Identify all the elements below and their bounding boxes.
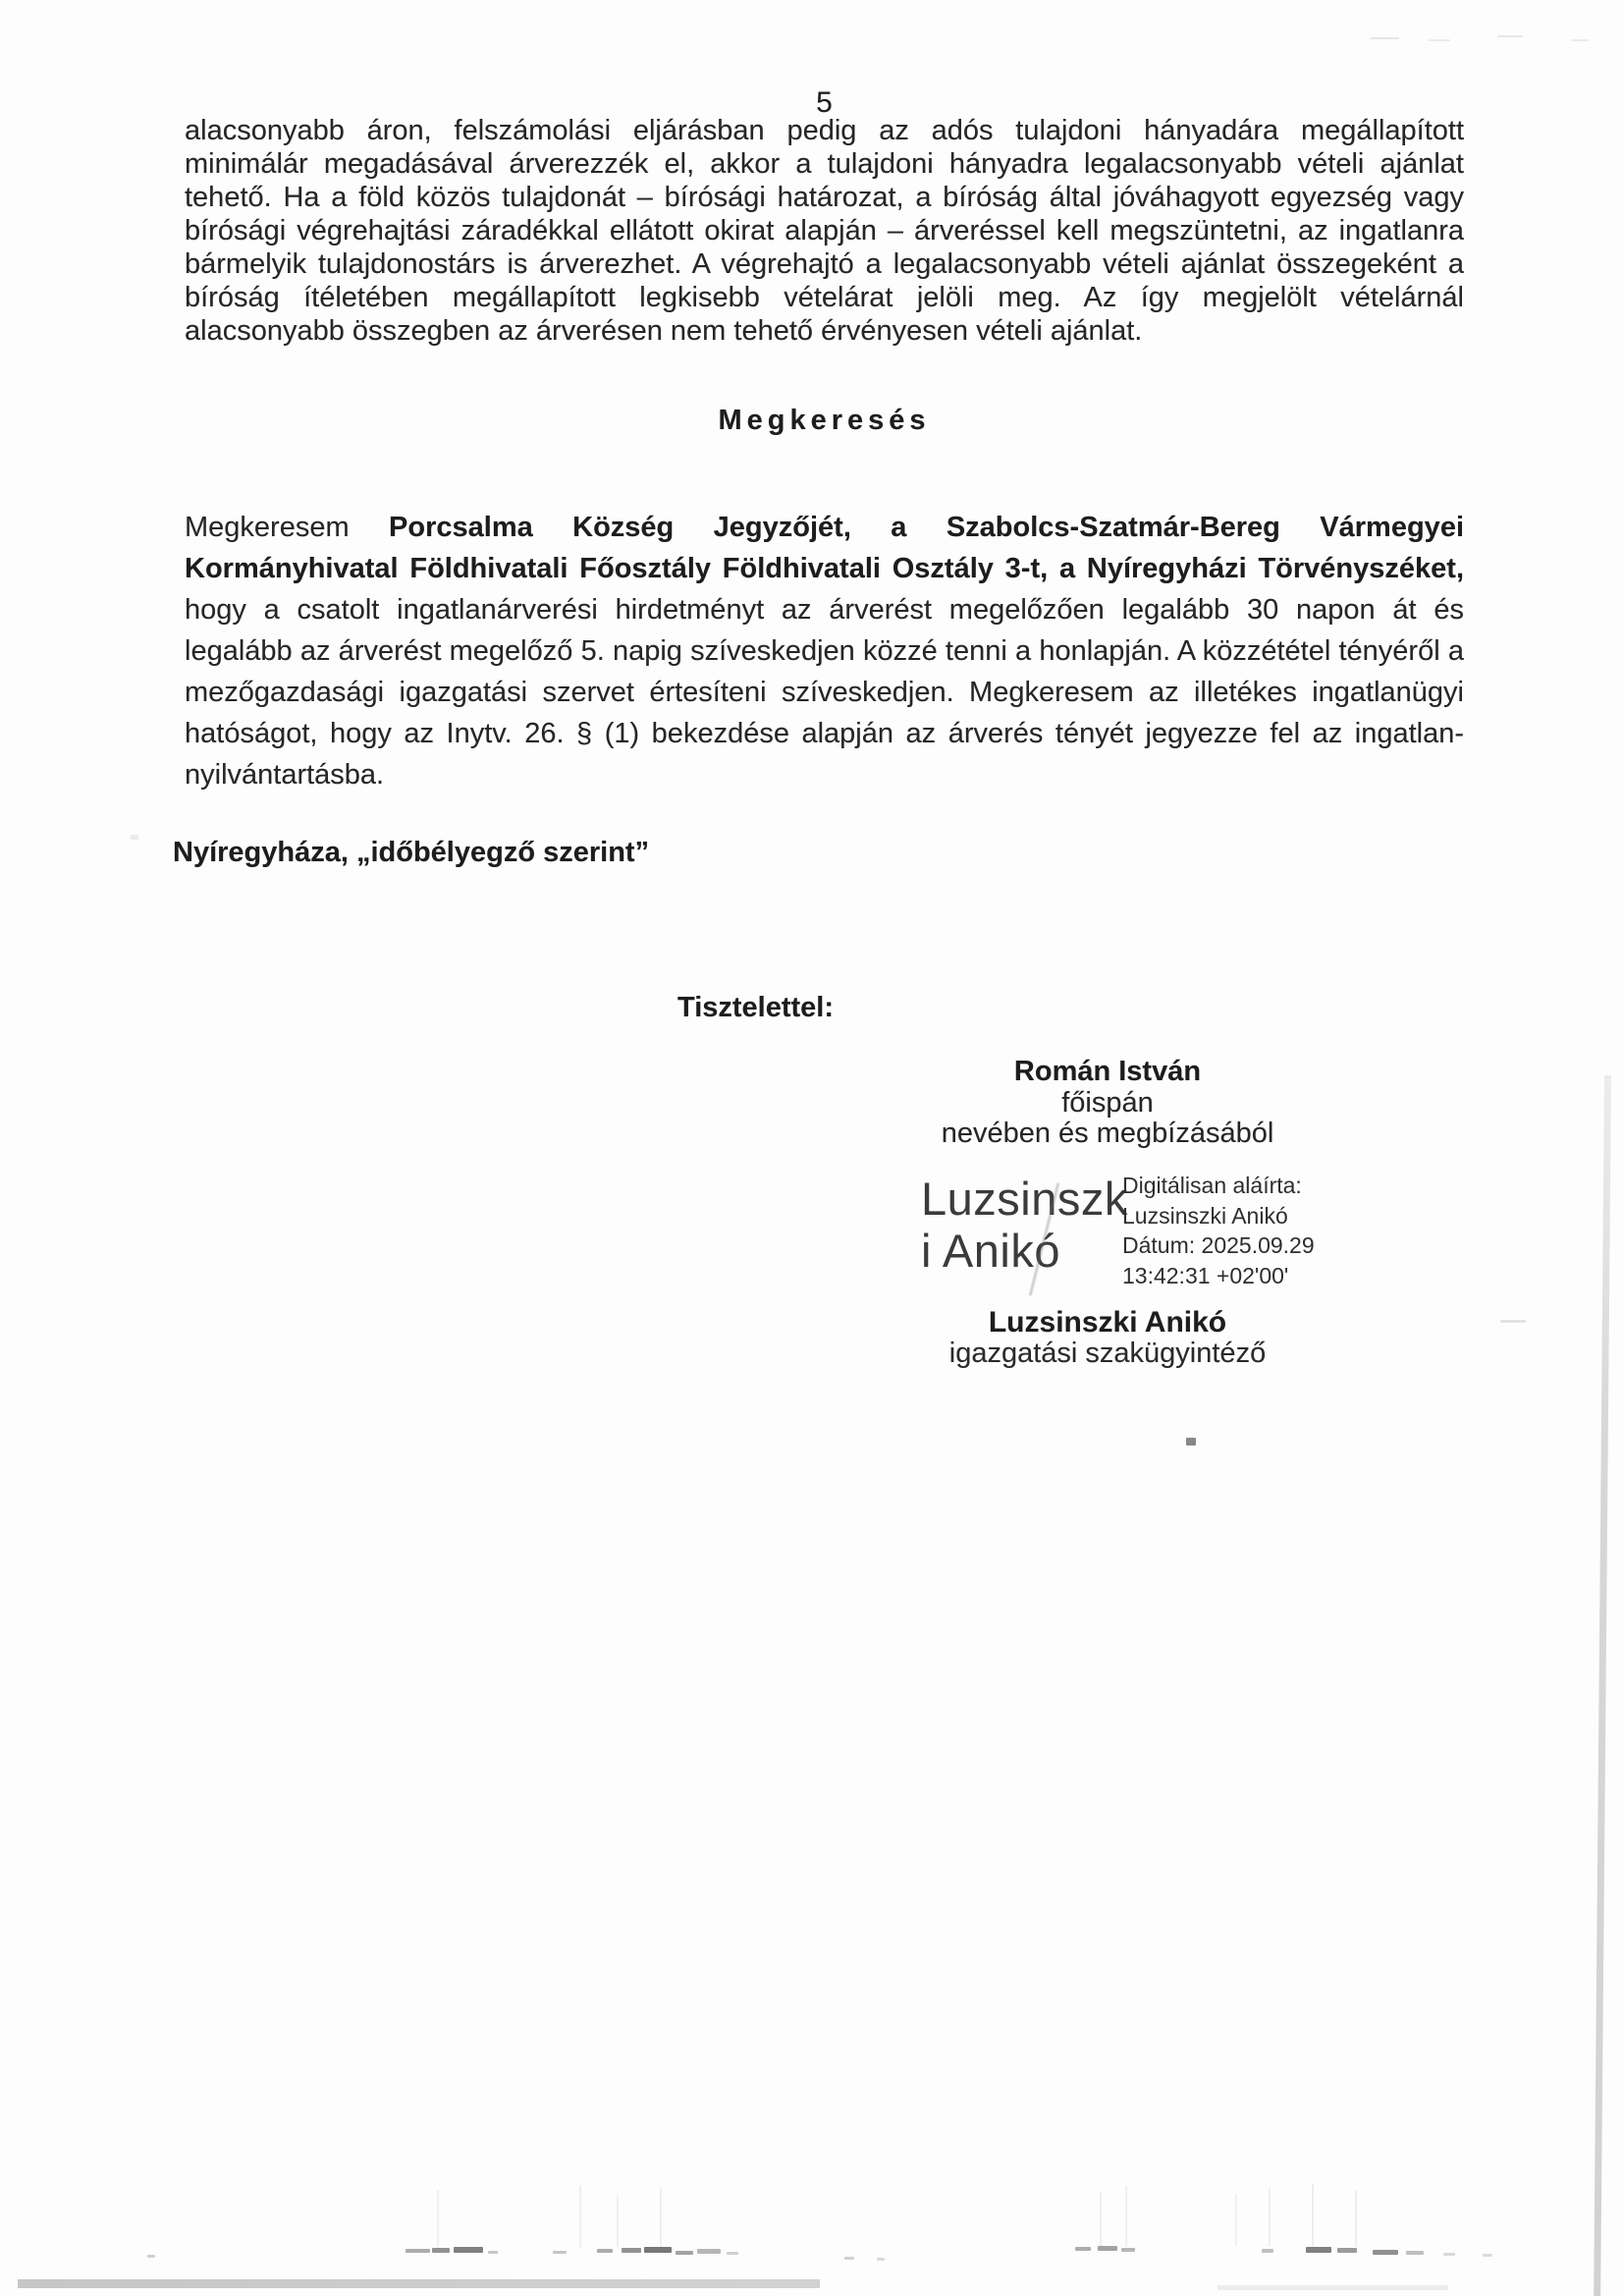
request-text-prefix: Megkeresem [185,512,390,543]
signer-name: Luzsinszki Anikó [988,1306,1227,1339]
digital-signature-detail-line: Digitálisan aláírta: [1122,1173,1302,1198]
scan-bottom-bar [18,2279,820,2288]
digital-signature-detail-line: 13:42:31 +02'00' [1122,1262,1289,1288]
digital-signature-name-line2: i Anikó [921,1225,1060,1277]
digital-signature-detail-line: Dátum: 2025.09.29 [1122,1232,1315,1258]
section-heading: Megkeresés [718,405,931,436]
principal-title: főispán [1061,1086,1154,1119]
request-text-rest: hogy a csatolt ingatlanárverési hirdetményt az árverést megelőzően legalább 30 napon át és legalább az árverést megelőző 5. napig szíveskedjen közzé tenni a honlapján. A közzététel tényéről a mezőgazdasági igazgatási szervet értesíteni szíveskedjen. Megkeresem az illetékes ingatlanügyi hatóságot, hogy az Inytv. 26. § (1) bekezdése alapján az árverés tényét jegyezze fel az ingatlan-nyilvántartásba. [185,594,1464,791]
scan-bottom-bar [1217,2285,1448,2290]
dateline: Nyíregyháza, „időbélyegző szerint” [173,837,650,868]
request-paragraph [185,507,1464,795]
digital-signature-detail-line: Luzsinszki Anikó [1122,1202,1288,1229]
principal-name: Román István [1013,1056,1202,1087]
digital-signature-name [921,1173,1137,1277]
on-behalf-line: nevében és megbízásából [941,1118,1274,1149]
digital-signature-name-line1: Luzsinszk [921,1173,1128,1225]
closing-salutation: Tisztelettel: [677,992,835,1023]
page-number: 5 [816,86,833,119]
intro-paragraph: alacsonyabb áron, felszámolási eljárásban pedig az adós tulajdoni hányadára megállapított minimálár megadásával árverezzék el, akkor a tulajdoni hányadra legalacsonyabb vételi ajánlat tehető. Ha a föld közös tulajdonát – bírósági határozat, a bíróság által jóváhagyott egyezség vagy bírósági végrehajtási záradékkal ellátott okirat alapján – árveréssel kell megszüntetni, az ingatlanra bármelyik tulajdonostárs is árverezhet. A végrehajtó a legalacsonyabb vételi ajánlat összegeként a bíróság ítéletében megállapított legkisebb vételárat jelöli meg. Az így megjelölt vételárnál alacsonyabb összegben az árverésen nem tehető érvényesen vételi ajánlat. [185,115,1464,347]
digital-signature-details [1122,1171,1378,1290]
scan-edge-line [1594,1075,1611,2296]
signer-title: igazgatási szakügyintéző [948,1338,1267,1369]
request-text-addressees: Porcsalma Község Jegyzőjét, a Szabolcs-Szatmár-Bereg Vármegyei Kormányhivatal Földhivatali Főosztály Földhivatali Osztály 3-t, a Nyíregyházi Törvényszéket, [185,512,1464,584]
signature-block [852,1057,1363,1150]
